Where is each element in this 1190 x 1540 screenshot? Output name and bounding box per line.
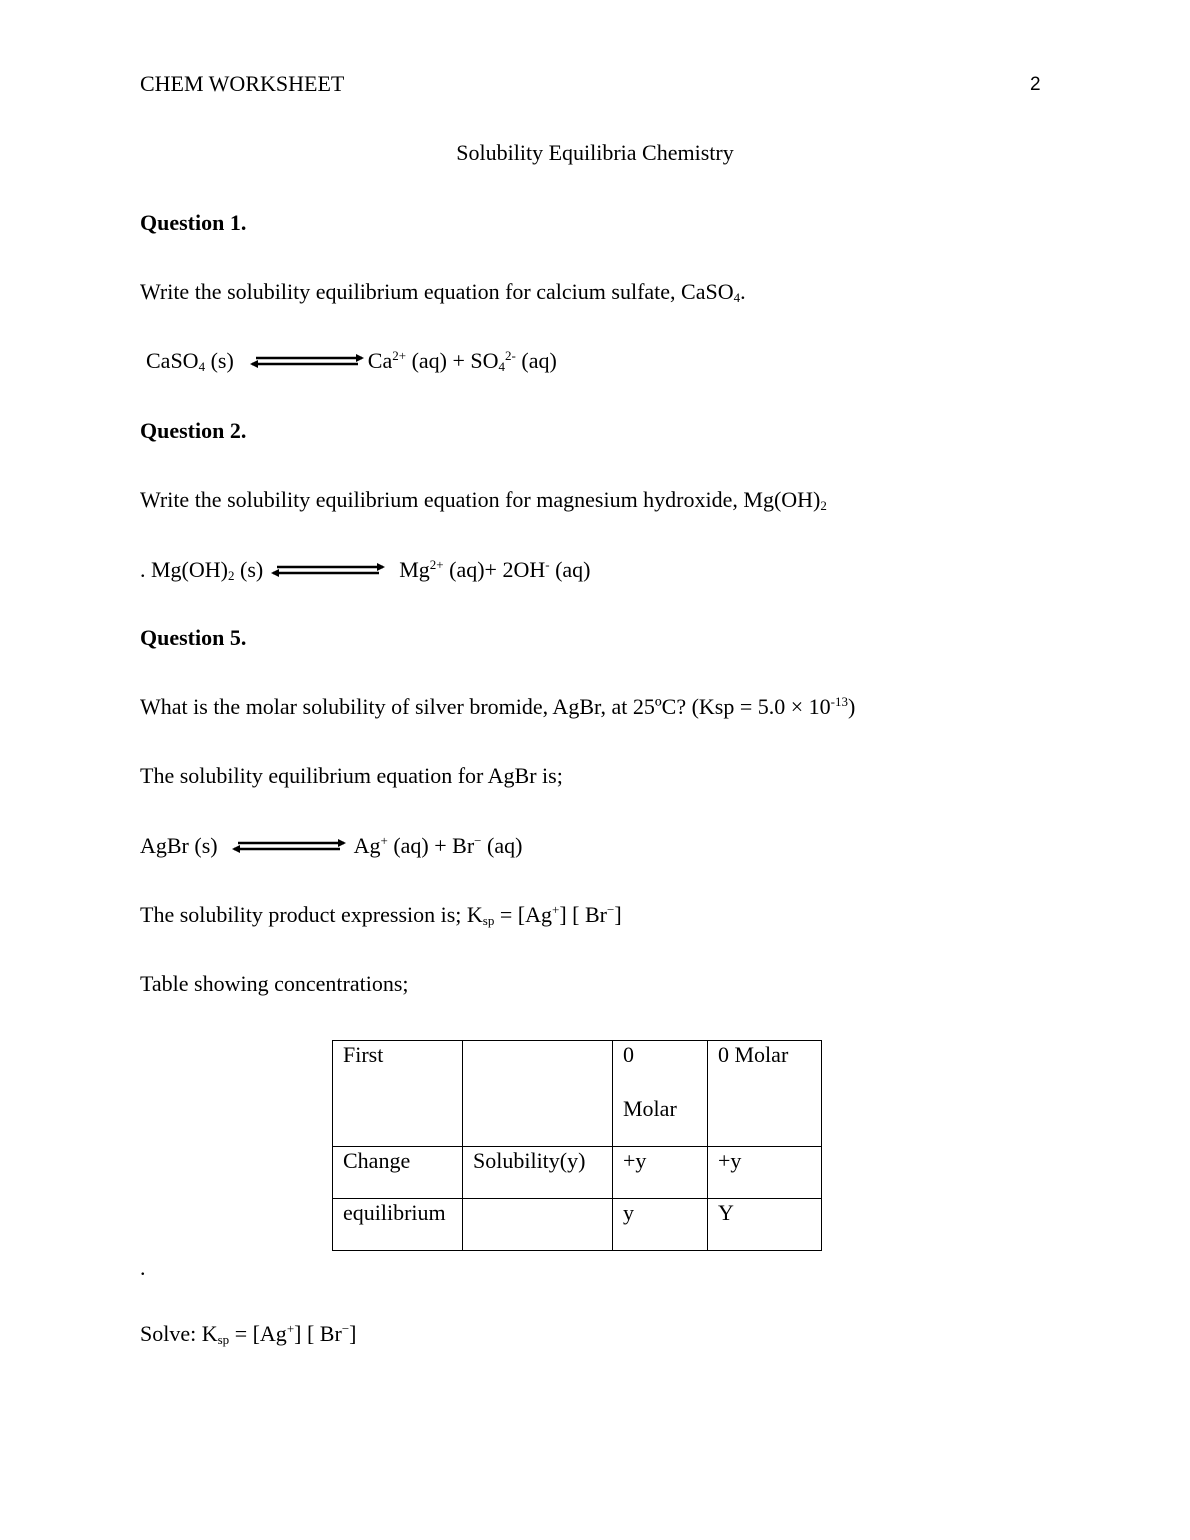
table-row	[333, 1199, 822, 1251]
table-cell: +y	[708, 1147, 822, 1199]
table-cell: Y	[708, 1199, 822, 1251]
table-row	[333, 1147, 822, 1199]
table-cell: y	[613, 1199, 708, 1251]
question-1-equation: CaSO$_4$ (s) $Ca^{2+}$ $(aq) + SO_4^{2-}$ (aq)	[146, 348, 557, 374]
equilibrium-arrow-icon	[232, 839, 346, 853]
ksp-expression: The solubility product expression is; $K_{sp} = [Ag^+]$ [ Br−]	[140, 902, 622, 928]
table-cell	[613, 1041, 708, 1147]
table-cell-line: 0	[623, 1042, 634, 1067]
question-1-heading: Question 1.	[140, 210, 247, 235]
question-5-intro: The solubility equilibrium equation for AgBr is;	[140, 763, 563, 788]
table-cell: +y	[613, 1147, 708, 1199]
table-cell: First	[333, 1041, 463, 1147]
page-title: Solubility Equilibria Chemistry	[456, 140, 734, 165]
table-cell: Solubility(y)	[463, 1147, 613, 1199]
table-cell	[463, 1041, 613, 1147]
table-cell: equilibrium	[333, 1199, 463, 1251]
question-2-heading: Question 2.	[140, 418, 247, 443]
table-cell-line: Molar	[623, 1096, 677, 1121]
concentration-table	[332, 1040, 822, 1251]
question-5-equation: AgBr (s) Ag+ (aq) + Br− (aq)	[140, 833, 523, 858]
table-caption: Table showing concentrations;	[140, 971, 409, 996]
stray-period: .	[140, 1255, 146, 1280]
equilibrium-arrow-icon	[271, 563, 385, 577]
solve-line: Solve: $K_{sp} = [Ag^+]$ [ Br−]	[140, 1321, 357, 1347]
equilibrium-arrow-icon	[250, 354, 364, 368]
question-2-equation: . $Mg(OH)_2$ (s) $Mg^{2+}$ (aq)+ 2OH- (aq)	[140, 557, 591, 583]
question-2-prompt: Write the solubility equilibrium equation for magnesium hydroxide, $Mg(OH)_2$	[140, 487, 827, 513]
table-row	[333, 1041, 822, 1147]
question-5-prompt: What is the molar solubility of silver bromide, AgBr, at 25ºC? $(Ksp = 5.0 \times 10^{-13})$	[140, 694, 856, 719]
table-cell	[463, 1199, 613, 1251]
running-head: CHEM WORKSHEET	[140, 71, 345, 96]
question-5-heading: Question 5.	[140, 625, 247, 650]
question-1-prompt: Write the solubility equilibrium equation for calcium sulfate, CaSO$_4$.	[140, 279, 746, 305]
table-cell: 0 Molar	[708, 1041, 822, 1147]
table-cell: Change	[333, 1147, 463, 1199]
page-number: 2	[1030, 74, 1041, 95]
